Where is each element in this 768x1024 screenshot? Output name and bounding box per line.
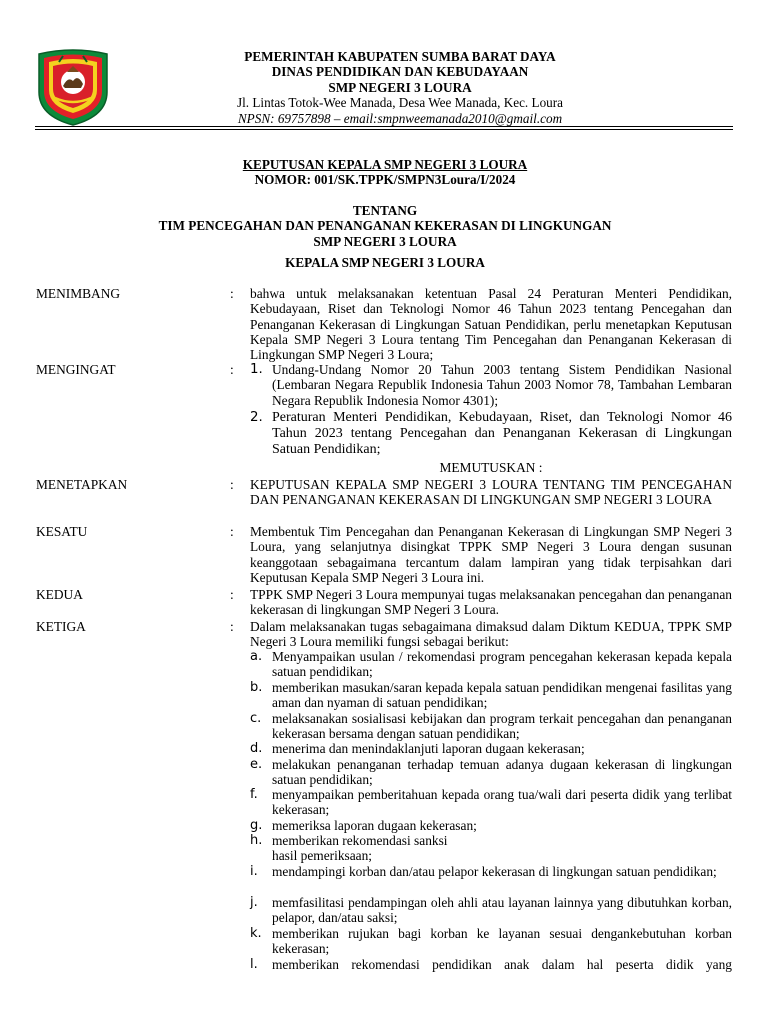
section-label-ketiga: KETIGA <box>36 619 86 634</box>
decree-heading: KEPUTUSAN KEPALA SMP NEGERI 3 LOURA <box>242 157 528 172</box>
list-item: memeriksa laporan dugaan kekerasan; <box>272 818 477 833</box>
list-item: menerima dan menindaklanjuti laporan dugaan kekerasan; <box>272 741 585 756</box>
list-item: mendampingi korban dan/atau pelapor kekerasan di lingkungan satuan pendidikan; <box>272 864 717 879</box>
list-letter: d. <box>250 741 263 756</box>
section-label-menimbang: MENIMBANG <box>36 286 121 301</box>
menimbang-text: bahwa untuk melaksanakan ketentuan Pasal 24 Peraturan Menteri Pendidikan, Kebudayaan, Riset dan Teknologi Nomor 46 Tahun 2023 tentang Pencegahan dan Penanganan Kekerasan di Lingkungan Satuan Pendidikan, perlu menetapkan Keputusan Kepala SMP Negeri 3 Loura tentang Tim Pencegahan dan Penanganan Kekerasan di Lingkungan SMP Negeri 3 Loura; <box>250 286 732 363</box>
letterhead-contact: NPSN: 69757898 – email:smpnweemanada2010@gmail.com <box>237 110 563 126</box>
list-item: Peraturan Menteri Pendidikan, Kebudayaan, Riset, dan Teknologi Nomor 46 Tahun 2023 tentang Pencegahan dan Penanganan Kekerasan di Lingkungan Satuan Pendidikan; <box>272 410 732 458</box>
menetapkan-text: KEPUTUSAN KEPALA SMP NEGERI 3 LOURA TENTANG TIM PENCEGAHAN DAN PENANGANAN KEKERASAN DI LINGKUNGAN SMP NEGERI 3 LOURA <box>250 477 732 508</box>
list-letter: g. <box>250 818 263 833</box>
letterhead <box>130 49 670 126</box>
list-letter: k. <box>250 926 262 941</box>
decree-issuer: KEPALA SMP NEGERI 3 LOURA <box>285 255 485 270</box>
decree-number: NOMOR: 001/SK.TPPK/SMPN3Loura/I/2024 <box>254 172 516 188</box>
colon: : <box>230 619 234 634</box>
list-item: memberikan rekomendasi sanksi hasil pemeriksaan; <box>272 833 448 864</box>
regency-emblem-icon <box>35 48 111 126</box>
subject-about: TENTANG <box>352 203 418 218</box>
letterhead-address: Jl. Lintas Totok-Wee Manada, Desa Wee Manada, Kec. Loura <box>236 95 564 111</box>
memutuskan-heading: MEMUTUSKAN : <box>439 460 543 475</box>
list-item: memberikan rekomendasi pendidikan anak dalam hal peserta didik yang <box>272 957 732 972</box>
colon: : <box>230 477 234 492</box>
list-item: memberikan masukan/saran kepada kepala satuan pendidikan mengenai fasilitas yang aman dan nyaman di satuan pendidikan; <box>272 680 732 711</box>
list-item: melaksanakan sosialisasi kebijakan dan program terkait pencegahan dan penanganan kekerasan bersama dengan satuan pendidikan; <box>272 711 732 742</box>
letterhead-department: DINAS PENDIDIKAN DAN KEBUDAYAAN <box>271 64 529 80</box>
kesatu-text: Membentuk Tim Pencegahan dan Penanganan Kekerasan di Lingkungan SMP Negeri 3 Loura, yang selanjutnya disingkat TPPK SMP Negeri 3 Loura dengan susunan keanggotaan sebagaimana tercantum dalam lampiran yang tidak terpisahkan dari Keputusan Kepala SMP Negeri 3 Loura ini. <box>250 524 732 585</box>
ketiga-text: Dalam melaksanakan tugas sebagaimana dimaksud dalam Diktum KEDUA, TPPK SMP Negeri 3 Loura memiliki fungsi sebagai berikut: <box>250 619 732 650</box>
list-letter: c. <box>250 711 262 726</box>
section-label-kesatu: KESATU <box>36 524 88 539</box>
section-label-kedua: KEDUA <box>36 587 83 602</box>
list-letter: h. <box>250 833 263 848</box>
subject-line-2: SMP NEGERI 3 LOURA <box>313 233 457 249</box>
list-number: 2. <box>250 410 263 425</box>
list-letter: b. <box>250 680 263 695</box>
letterhead-school: SMP NEGERI 3 LOURA <box>328 79 472 95</box>
list-letter: a. <box>250 649 263 664</box>
list-item: melakukan penanganan terhadap temuan adanya dugaan kekerasan di lingkungan satuan pendidikan; <box>272 757 732 788</box>
decree-title <box>60 157 710 188</box>
list-letter: f. <box>250 787 258 802</box>
decree-subject <box>60 203 710 249</box>
list-item: Menyampaikan usulan / rekomendasi program pencegahan kekerasan kepada kepala satuan pendidikan; <box>272 649 732 680</box>
list-item: memfasilitasi pendampingan oleh ahli atau layanan lainnya yang dibutuhkan korban, pelapor, dan/atau saksi; <box>272 895 732 926</box>
list-letter: j. <box>250 895 258 910</box>
list-letter: l. <box>250 957 258 972</box>
colon: : <box>230 362 234 377</box>
letterhead-divider-thin <box>35 129 733 130</box>
colon: : <box>230 286 234 301</box>
letterhead-government: PEMERINTAH KABUPATEN SUMBA BARAT DAYA <box>244 49 556 64</box>
list-letter: i. <box>250 864 258 879</box>
kedua-text: TPPK SMP Negeri 3 Loura mempunyai tugas melaksanakan pencegahan dan penanganan kekerasan di lingkungan SMP Negeri 3 Loura. <box>250 587 732 618</box>
section-label-mengingat: MENGINGAT <box>36 362 116 377</box>
letterhead-divider <box>35 126 733 127</box>
list-item: memberikan rujukan bagi korban ke layanan sesuai dengankebutuhan korban kekerasan; <box>272 926 732 957</box>
colon: : <box>230 587 234 602</box>
list-item: Undang-Undang Nomor 20 Tahun 2003 tentang Sistem Pendidikan Nasional (Lembaran Negara Republik Indonesia Tahun 2003 Nomor 78, Tambahan Lembaran Negara Republik Indonesia Nomor 4301); <box>272 362 732 408</box>
colon: : <box>230 524 234 539</box>
list-number: 1. <box>250 362 263 377</box>
subject-line-1: TIM PENCEGAHAN DAN PENANGANAN KEKERASAN DI LINGKUNGAN <box>158 218 612 234</box>
list-letter: e. <box>250 757 263 772</box>
section-label-menetapkan: MENETAPKAN <box>36 477 128 492</box>
list-item: menyampaikan pemberitahuan kepada orang tua/wali dari peserta didik yang terlibat kekerasan; <box>272 787 732 818</box>
